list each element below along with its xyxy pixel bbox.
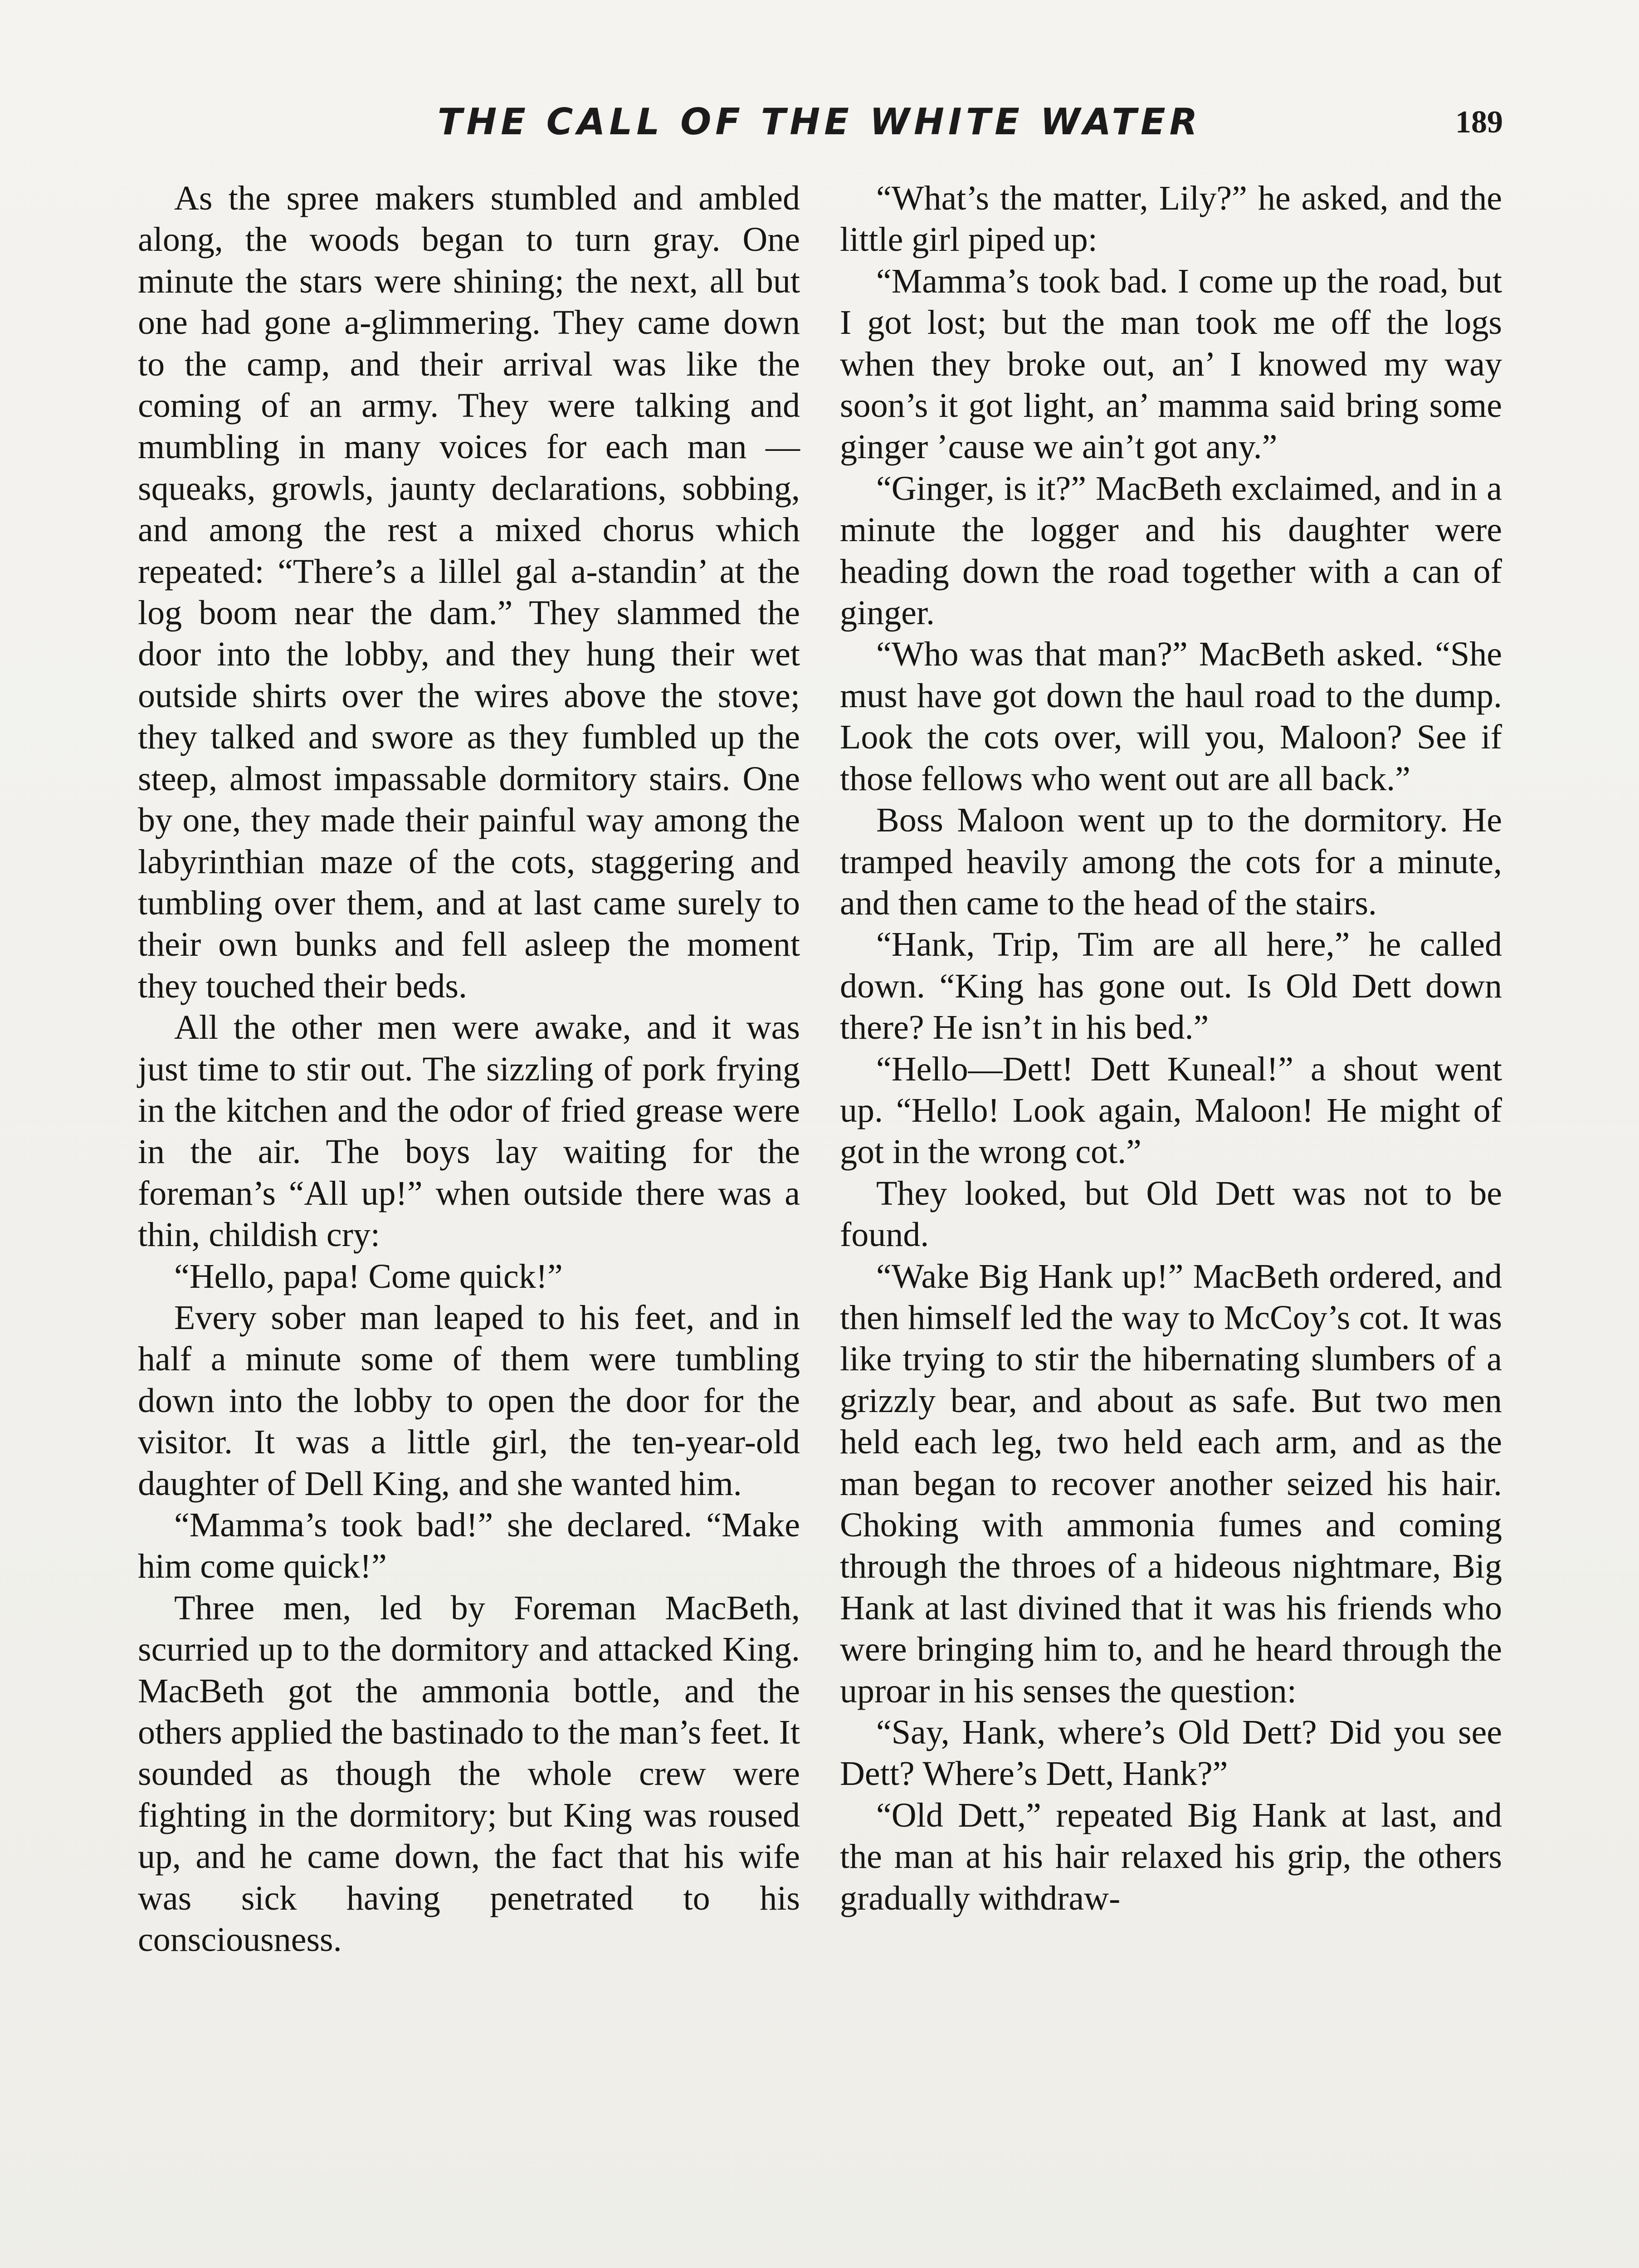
paragraph: “Old Dett,” repeated Big Hank at last, and the man at his hair relaxed his grip, the others gradually withdraw- — [840, 1796, 1502, 1917]
running-title: THE CALL OF THE WHITE WATER — [437, 101, 1202, 143]
right-column — [840, 178, 1502, 2268]
paragraph: Three men, led by Foreman MacBeth, scurried up to the dormitory and attacked King. MacBeth got the ammonia bottle, and the others applied the bastinado to the man’s feet. It sounded as though the whole crew were fighting in the dormitory; but King was roused up, and he came down, the fact that his wife was sick having penetrated to his consciousness. — [138, 1589, 800, 1959]
paragraph: “Say, Hank, where’s Old Dett? Did you see Dett? Where’s Dett, Hank?” — [840, 1713, 1502, 1793]
paragraph: Boss Maloon went up to the dormitory. He tramped heavily among the cots for a minute, and then came to the head of the stairs. — [840, 801, 1502, 922]
paragraph: “Hank, Trip, Tim are all here,” he called down. “King has gone out. Is Old Dett down there? He isn’t in his bed.” — [840, 925, 1502, 1047]
paragraph: “Ginger, is it?” MacBeth exclaimed, and in a minute the logger and his daughter were heading down the road together with a can of ginger. — [840, 469, 1502, 632]
page-header — [136, 101, 1503, 155]
paragraph: “What’s the matter, Lily?” he asked, and the little girl piped up: — [840, 179, 1502, 259]
paragraph: “Who was that man?” MacBeth asked. “She must have got down the haul road to the dump. Look the cots over, will you, Maloon? See if those fellows who went out are all back.” — [840, 635, 1502, 798]
paragraph: “Wake Big Hank up!” MacBeth ordered, and then himself led the way to McCoy’s cot. It was like trying to stir the hibernating slumbers of a grizzly bear, and about as safe. But two men held each leg, two held each arm, and as the man began to recover another seized his hair. Choking with ammonia fumes and coming through the throes of a hideous nightmare, Big Hank at last divined that it was his friends who were bringing him to, and he heard through the uproar in his senses the question: — [840, 1257, 1502, 1710]
paragraph: “Hello, papa! Come quick!” — [174, 1257, 563, 1295]
paragraph: All the other men were awake, and it was just time to stir out. The sizzling of pork frying in the kitchen and the odor of fried grease were in the air. The boys lay waiting for the foreman’s “All up!” when outside there was a thin, childish cry: — [138, 1008, 800, 1254]
left-column — [138, 178, 800, 2268]
paragraph: They looked, but Old Dett was not to be found. — [840, 1174, 1502, 1254]
paragraph: Every sober man leaped to his feet, and in half a minute some of them were tumbling down into the lobby to open the door for the visitor. It was a little girl, the ten-year-old daughter of Dell King, and she wanted him. — [138, 1298, 800, 1503]
paragraph: “Hello—Dett! Dett Kuneal!” a shout went up. “Hello! Look again, Maloon! He might of got in the wrong cot.” — [840, 1050, 1502, 1171]
paragraph: “Mamma’s took bad!” she declared. “Make him come quick!” — [138, 1506, 800, 1586]
paragraph: As the spree makers stumbled and ambled along, the woods began to turn gray. One minute the stars were shining; the next, all but one had gone a-glimmering. They came down to the camp, and their arrival was like the coming of an army. They were talking and mumbling in many voices for each man —squeaks, growls, jaunty declarations, sobbing, and among the rest a mixed chorus which repeated: “There’s a lillel gal a-standin’ at the log boom near the dam.” They slammed the door into the lobby, and they hung their wet outside shirts over the wires above the stove; they talked and swore as they fumbled up the steep, almost impassable dormitory stairs. One by one, they made their painful way among the labyrinthian maze of the cots, staggering and tumbling over them, and at last came surely to their own bunks and fell asleep the moment they touched their beds. — [138, 179, 800, 1005]
paragraph: “Mamma’s took bad. I come up the road, but I got lost; but the man took me off the logs when they broke out, an’ I knowed my way soon’s it got light, an’ mamma said bring some ginger ’cause we ain’t got any.” — [840, 262, 1502, 466]
page-number: 189 — [1455, 105, 1503, 140]
